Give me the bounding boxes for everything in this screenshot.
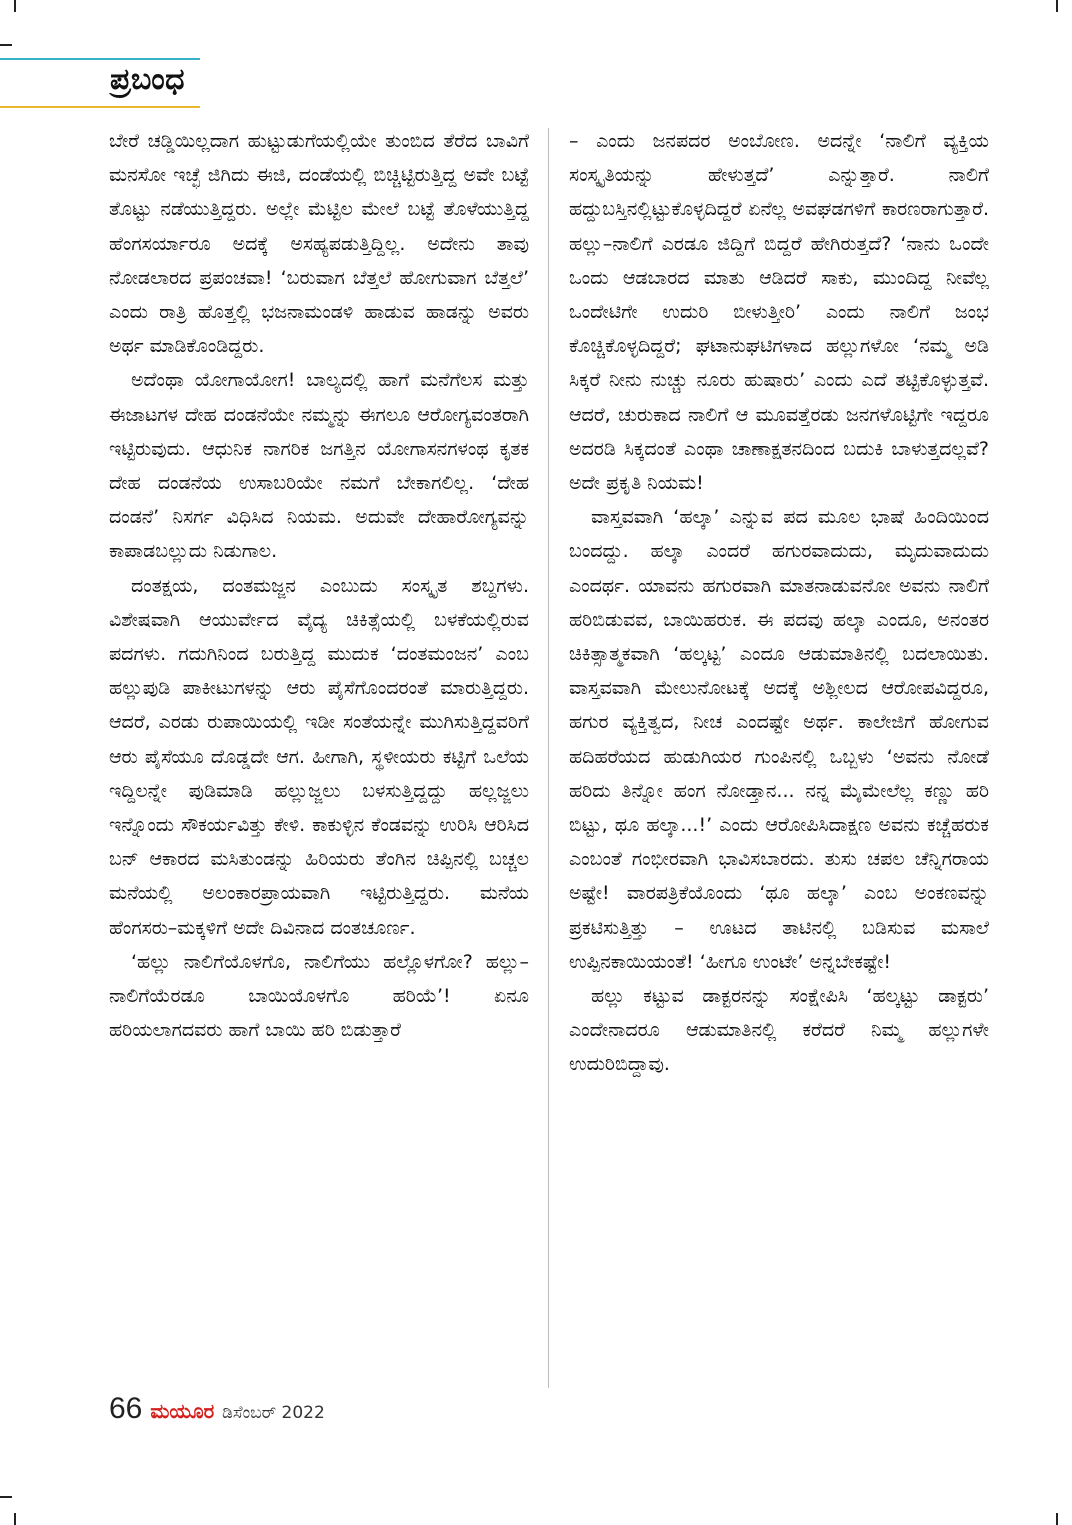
page-footer bbox=[109, 1392, 325, 1426]
left-column bbox=[109, 124, 529, 1047]
paragraph: ಬೇರೆ ಚಡ್ಡಿಯಿಲ್ಲದಾಗ ಹುಟ್ಟುಡುಗೆಯಲ್ಲಿಯೇ ತುಂಬಿದ ತೆರೆದ ಬಾವಿಗೆ ಮನಸೋ ಇಚ್ಛೆ ಜಿಗಿದು ಈಜಿ, ದಂಡೆಯಲ್ಲಿ ಬಿಚ್ಚಿಟ್ಟಿರುತ್ತಿದ್ದ ಅವೇ ಬಟ್ಟೆ ತೊಟ್ಟು ನಡೆಯುತ್ತಿದ್ದರು. ಅಲ್ಲೇ ಮೆಟ್ಟಿಲ ಮೇಲೆ ಬಟ್ಟೆ ತೊಳೆಯುತ್ತಿದ್ದ ಹೆಂಗಸರ್ಯಾರೂ ಅದಕ್ಕೆ ಅಸಹ್ಯಪಡುತ್ತಿದ್ದಿಲ್ಲ. ಅದೇನು ತಾವು ನೋಡಲಾರದ ಪ್ರಪಂಚವಾ! ‘ಬರುವಾಗ ಬೆತ್ತಲೆ ಹೋಗುವಾಗ ಬೆತ್ತಲೆ’ ಎಂದು ರಾತ್ರಿ ಹೊತ್ತಲ್ಲಿ ಭಜನಾಮಂಡಳಿ ಹಾಡುವ ಹಾಡನ್ನು ಅವರು ಅರ್ಥ ಮಾಡಿಕೊಂಡಿದ್ದರು. bbox=[109, 130, 529, 358]
header-rule-bottom bbox=[0, 106, 200, 108]
crop-mark bbox=[14, 1513, 16, 1525]
page-number: 66 bbox=[109, 1392, 143, 1425]
paragraph: ವಾಸ್ತವವಾಗಿ ‘ಹಲ್ಕಾ’ ಎನ್ನುವ ಪದ ಮೂಲ ಭಾಷೆ ಹಿಂದಿಯಿಂದ ಬಂದದ್ದು. ಹಲ್ಕಾ ಎಂದರೆ ಹಗುರವಾದುದು, ಮೃದುವಾದುದು ಎಂದರ್ಥ. ಯಾವನು ಹಗುರವಾಗಿ ಮಾತನಾಡುವನೋ ಅವನು ನಾಲಿಗೆ ಹರಿಬಿಡುವವ, ಬಾಯಿಹರುಕ. ಈ ಪದವು ಹಲ್ಕಾ ಎಂದೂ, ಅನಂತರ ಚಿಕಿತ್ಸಾತ್ಮಕವಾಗಿ ‘ಹಲ್ಕಟ್ಟ’ ಎಂದೂ ಆಡುಮಾತಿನಲ್ಲಿ ಬದಲಾಯಿತು. ವಾಸ್ತವವಾಗಿ ಮೇಲುನೋಟಕ್ಕೆ ಅದಕ್ಕೆ ಅಶ್ಲೀಲದ ಆರೋಪವಿದ್ದರೂ, ಹಗುರ ವ್ಯಕ್ತಿತ್ವದ, ನೀಚ ಎಂದಷ್ಟೇ ಅರ್ಥ. ಕಾಲೇಜಿಗೆ ಹೋಗುವ ಹದಿಹರೆಯದ ಹುಡುಗಿಯರ ಗುಂಪಿನಲ್ಲಿ ಒಬ್ಬಳು ‘ಅವನು ನೋಡೆ ಹರಿದು ತಿನ್ನೋ ಹಂಗ ನೋಡ್ತಾನ... ನನ್ನ ಮೈಮೇಲೆಲ್ಲ ಕಣ್ಣು ಹರಿ ಬಿಟ್ಟು, ಥೂ ಹಲ್ಕಾ...!’ ಎಂದು ಆರೋಪಿಸಿದಾಕ್ಷಣ ಅವನು ಕಚ್ಚೆಹರುಕ ಎಂಬಂತೆ ಗಂಭೀರವಾಗಿ ಭಾವಿಸಬಾರದು. ತುಸು ಚಪಲ ಚೆನ್ನಿಗರಾಯ ಅಷ್ಟೇ! ವಾರಪತ್ರಿಕೆಯೊಂದು ‘ಥೂ ಹಲ್ಕಾ’ ಎಂಬ ಅಂಕಣವನ್ನು ಪ್ರಕಟಿಸುತ್ತಿತ್ತು – ಊಟದ ತಾಟಿನಲ್ಲಿ ಬಡಿಸುವ ಮಸಾಲೆ ಉಪ್ಪಿನಕಾಯಿಯಂತೆ! ‘ಹೀಗೂ ಉಂಟೇ’ ಅನ್ನಬೇಕಷ್ಟೇ! bbox=[569, 506, 989, 973]
header-rule-top bbox=[0, 58, 200, 60]
magazine-logo: ಮಯೂರ bbox=[150, 1399, 215, 1423]
right-column bbox=[569, 124, 989, 1082]
issue-date: ಡಿಸೆಂಬರ್ 2022 bbox=[222, 1403, 325, 1423]
crop-mark bbox=[1056, 1513, 1058, 1525]
crop-mark bbox=[14, 0, 16, 12]
crop-mark bbox=[0, 44, 12, 46]
paragraph: – ಎಂದು ಜನಪದರ ಅಂಬೋಣ. ಅದನ್ನೇ ‘ನಾಲಿಗೆ ವ್ಯಕ್ತಿಯ ಸಂಸ್ಕೃತಿಯನ್ನು ಹೇಳುತ್ತದೆ’ ಎನ್ನುತ್ತಾರೆ. ನಾಲಿಗೆ ಹದ್ದುಬಸ್ತಿನಲ್ಲಿಟ್ಟುಕೊಳ್ಳದಿದ್ದರೆ ಏನೆಲ್ಲ ಅವಘಡಗಳಿಗೆ ಕಾರಣರಾಗುತ್ತಾರೆ. ಹಲ್ಲು–ನಾಲಿಗೆ ಎರಡೂ ಜಿದ್ದಿಗೆ ಬಿದ್ದರೆ ಹೇಗಿರುತ್ತದೆ? ‘ನಾನು ಒಂದೇ ಒಂದು ಆಡಬಾರದ ಮಾತು ಆಡಿದರೆ ಸಾಕು, ಮುಂದಿದ್ದ ನೀವೆಲ್ಲ ಒಂದೇಟಿಗೇ ಉದುರಿ ಬೀಳುತ್ತೀರಿ’ ಎಂದು ನಾಲಿಗೆ ಜಂಭ ಕೊಚ್ಚಿಕೊಳ್ಳದಿದ್ದರೆ; ಘಟಾನುಘಟಿಗಳಾದ ಹಲ್ಲುಗಳೋ ‘ನಮ್ಮ ಅಡಿ ಸಿಕ್ಕರೆ ನೀನು ನುಚ್ಚು ನೂರು ಹುಷಾರು’ ಎಂದು ಎದೆ ತಟ್ಟಿಕೊಳ್ಳುತ್ತವೆ. ಆದರೆ, ಚುರುಕಾದ ನಾಲಿಗೆ ಆ ಮೂವತ್ತೆರಡು ಜನಗಳೊಟ್ಟಿಗೇ ಇದ್ದರೂ ಅದರಡಿ ಸಿಕ್ಕದಂತೆ ಎಂಥಾ ಚಾಣಾಕ್ಷತನದಿಂದ ಬದುಕಿ ಬಾಳುತ್ತದಲ್ಲವೆ? ಅದೇ ಪ್ರಕೃತಿ ನಿಯಮ! bbox=[569, 130, 989, 495]
section-title: ಪ್ರಬಂಧ bbox=[110, 62, 186, 97]
paragraph: ‘ಹಲ್ಲು ನಾಲಿಗೆಯೊಳಗೊ, ನಾಲಿಗೆಯು ಹಲ್ಲೊಳಗೋ? ಹಲ್ಲು–ನಾಲಿಗೆಯೆರಡೂ ಬಾಯಿಯೊಳಗೊ ಹರಿಯೆ’! ಏನೂ ಹರಿಯಲಾಗದವರು ಹಾಗೆ ಬಾಯಿ ಹರಿ ಬಿಡುತ್ತಾರೆ bbox=[109, 950, 529, 1042]
paragraph: ಅದೆಂಥಾ ಯೋಗಾಯೋಗ! ಬಾಲ್ಯದಲ್ಲಿ ಹಾಗೆ ಮನೆಗೆಲಸ ಮತ್ತು ಈಜಾಟಗಳ ದೇಹ ದಂಡನೆಯೇ ನಮ್ಮನ್ನು ಈಗಲೂ ಆರೋಗ್ಯವಂತರಾಗಿ ಇಟ್ಟಿರುವುದು. ಆಧುನಿಕ ನಾಗರಿಕ ಜಗತ್ತಿನ ಯೋಗಾಸನಗಳಂಥ ಕೃತಕ ದೇಹ ದಂಡನೆಯ ಉಸಾಬರಿಯೇ ನಮಗೆ ಬೇಕಾಗಲಿಲ್ಲ. ‘ದೇಹ ದಂಡನೆ’ ನಿಸರ್ಗ ವಿಧಿಸಿದ ನಿಯಮ. ಅದುವೇ ದೇಹಾರೋಗ್ಯವನ್ನು ಕಾಪಾಡಬಲ್ಲುದು ನಿಡುಗಾಲ. bbox=[109, 369, 529, 563]
crop-mark bbox=[1056, 0, 1058, 12]
paragraph: ಹಲ್ಲು ಕಟ್ಟುವ ಡಾಕ್ಟರನನ್ನು ಸಂಕ್ಷೇಪಿಸಿ ‘ಹಲ್ಕಟ್ಟು ಡಾಕ್ಟರು’ ಎಂದೇನಾದರೂ ಆಡುಮಾತಿನಲ್ಲಿ ಕರೆದರೆ ನಿಮ್ಮ ಹಲ್ಲುಗಳೇ ಉದುರಿಬಿದ್ದಾವು. bbox=[569, 985, 989, 1076]
crop-mark bbox=[0, 1496, 12, 1498]
paragraph: ದಂತಕ್ಷಯ, ದಂತಮಜ್ಜನ ಎಂಬುದು ಸಂಸ್ಕೃತ ಶಬ್ದಗಳು. ವಿಶೇಷವಾಗಿ ಆಯುರ್ವೇದ ವೈದ್ಯ ಚಿಕಿತ್ಸೆಯಲ್ಲಿ ಬಳಕೆಯಲ್ಲಿರುವ ಪದಗಳು. ಗದುಗಿನಿಂದ ಬರುತ್ತಿದ್ದ ಮುದುಕ ‘ದಂತಮಂಜನ’ ಎಂಬ ಹಲ್ಲುಪುಡಿ ಪಾಕೀಟುಗಳನ್ನು ಆರು ಪೈಸೆಗೊಂದರಂತೆ ಮಾರುತ್ತಿದ್ದರು. ಆದರೆ, ಎರಡು ರುಪಾಯಿಯಲ್ಲಿ ಇಡೀ ಸಂತೆಯನ್ನೇ ಮುಗಿಸುತ್ತಿದ್ದವರಿಗೆ ಆರು ಪೈಸೆಯೂ ದೊಡ್ಡದೇ ಆಗ. ಹೀಗಾಗಿ, ಸ್ಥಳೀಯರು ಕಟ್ಟಿಗೆ ಒಲೆಯ ಇದ್ದಿಲನ್ನೇ ಪುಡಿಮಾಡಿ ಹಲ್ಲುಜ್ಜಲು ಬಳಸುತ್ತಿದ್ದದ್ದು ಹಲ್ಲಜ್ಜಲು ಇನ್ನೊಂದು ಸೌಕರ್ಯವಿತ್ತು ಕೇಳಿ. ಕಾಕುಳ್ಳಿನ ಕೆಂಡವನ್ನು ಉರಿಸಿ ಆರಿಸಿದ ಬನ್ ಆಕಾರದ ಮಸಿತುಂಡನ್ನು ಹಿರಿಯರು ತೆಂಗಿನ ಚಿಪ್ಪಿನಲ್ಲಿ ಬಚ್ಚಲ ಮನೆಯಲ್ಲಿ ಅಲಂಕಾರಪ್ರಾಯವಾಗಿ ಇಟ್ಟಿರುತ್ತಿದ್ದರು. ಮನೆಯ ಹೆಂಗಸರು–ಮಕ್ಕಳಿಗೆ ಅದೇ ದಿವಿನಾದ ದಂತಚೂರ್ಣ. bbox=[109, 574, 529, 939]
column-divider bbox=[548, 128, 549, 1388]
